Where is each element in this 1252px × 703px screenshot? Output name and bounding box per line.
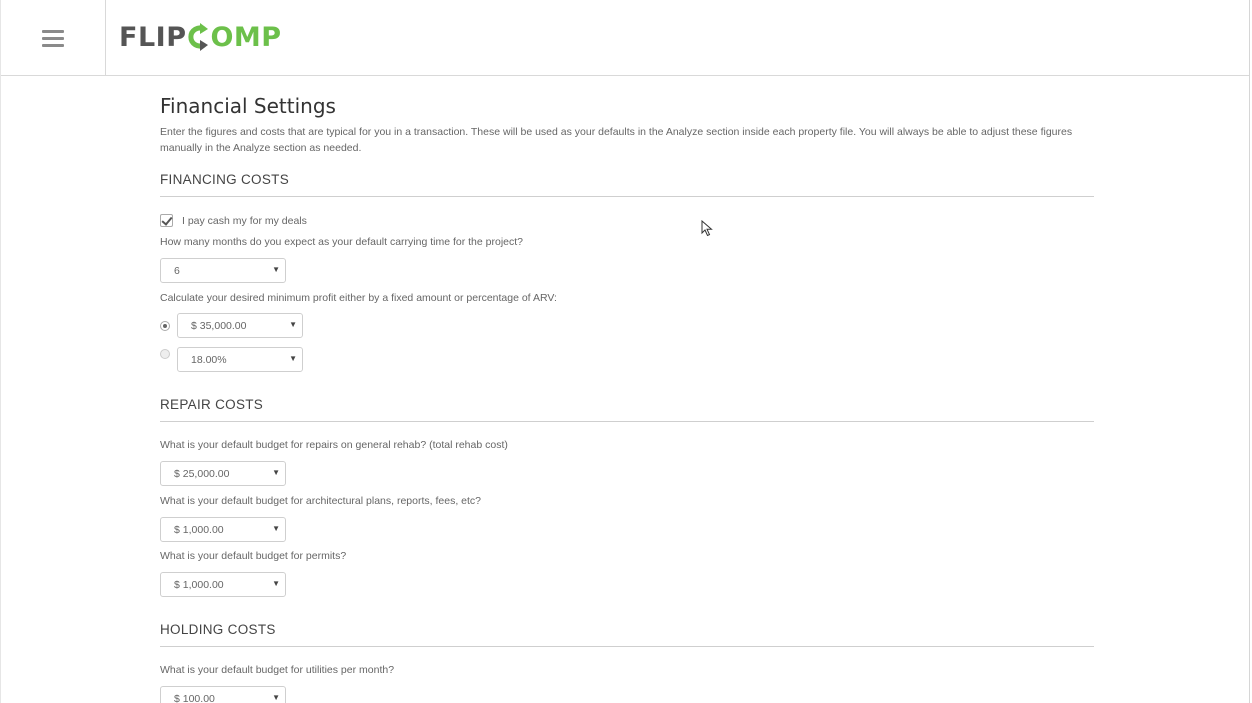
logo-arrow-icon xyxy=(187,22,209,52)
permits-select[interactable] xyxy=(160,572,286,597)
section-title-repair: REPAIR COSTS xyxy=(160,397,264,412)
menu-cell xyxy=(1,0,106,75)
chevron-down-icon: ▼ xyxy=(272,468,280,477)
plans-select-value: $ 1,000.00 xyxy=(174,524,224,536)
chevron-down-icon: ▼ xyxy=(289,320,297,329)
top-bar xyxy=(1,0,1249,76)
section-title-financing: FINANCING COSTS xyxy=(160,172,290,187)
profit-percent-radio[interactable] xyxy=(160,349,170,359)
months-select-value: 6 xyxy=(174,265,180,277)
utilities-question: What is your default budget for utilities per month? xyxy=(160,664,395,676)
profit-percent-select[interactable] xyxy=(177,347,303,372)
page-intro: Enter the figures and costs that are typical for you in a transaction. These will be used as your defaults in the Analyze section inside each property file. You will always be able to adjust these figures manually in the Analyze section as needed. xyxy=(160,126,1073,154)
chevron-down-icon: ▼ xyxy=(272,265,280,274)
plans-select[interactable] xyxy=(160,517,286,542)
profit-fixed-value: $ 35,000.00 xyxy=(191,320,247,332)
logo-text-comp: OMP xyxy=(210,21,282,53)
utilities-select[interactable] xyxy=(160,686,286,703)
chevron-down-icon: ▼ xyxy=(272,579,280,588)
cash-checkbox-row[interactable] xyxy=(160,214,307,227)
cash-checkbox[interactable] xyxy=(160,214,173,227)
profit-fixed-radio[interactable] xyxy=(160,321,170,331)
cash-checkbox-label: I pay cash my for my deals xyxy=(182,214,307,227)
profit-percent-value: 18.00% xyxy=(191,354,227,366)
permits-question: What is your default budget for permits? xyxy=(160,550,347,562)
chevron-down-icon: ▼ xyxy=(272,693,280,702)
permits-select-value: $ 1,000.00 xyxy=(174,579,224,591)
rehab-question: What is your default budget for repairs on general rehab? (total rehab cost) xyxy=(160,439,508,451)
section-divider xyxy=(160,646,1094,647)
profit-question: Calculate your desired minimum profit either by a fixed amount or percentage of ARV: xyxy=(160,292,557,304)
rehab-select-value: $ 25,000.00 xyxy=(174,468,230,480)
plans-question: What is your default budget for architectural plans, reports, fees, etc? xyxy=(160,495,481,507)
section-divider xyxy=(160,421,1094,422)
chevron-down-icon: ▼ xyxy=(272,524,280,533)
hamburger-icon[interactable] xyxy=(42,30,64,48)
mouse-pointer-icon xyxy=(701,220,713,237)
chevron-down-icon: ▼ xyxy=(289,354,297,363)
flipcomp-logo[interactable] xyxy=(119,20,282,54)
logo-text-flip: FLIP xyxy=(119,21,187,53)
rehab-select[interactable] xyxy=(160,461,286,486)
page-title: Financial Settings xyxy=(160,94,336,118)
section-divider xyxy=(160,196,1094,197)
profit-fixed-select[interactable] xyxy=(177,313,303,338)
section-title-holding: HOLDING COSTS xyxy=(160,622,276,637)
utilities-select-value: $ 100.00 xyxy=(174,693,215,703)
months-select[interactable] xyxy=(160,258,286,283)
months-question: How many months do you expect as your default carrying time for the project? xyxy=(160,236,524,248)
